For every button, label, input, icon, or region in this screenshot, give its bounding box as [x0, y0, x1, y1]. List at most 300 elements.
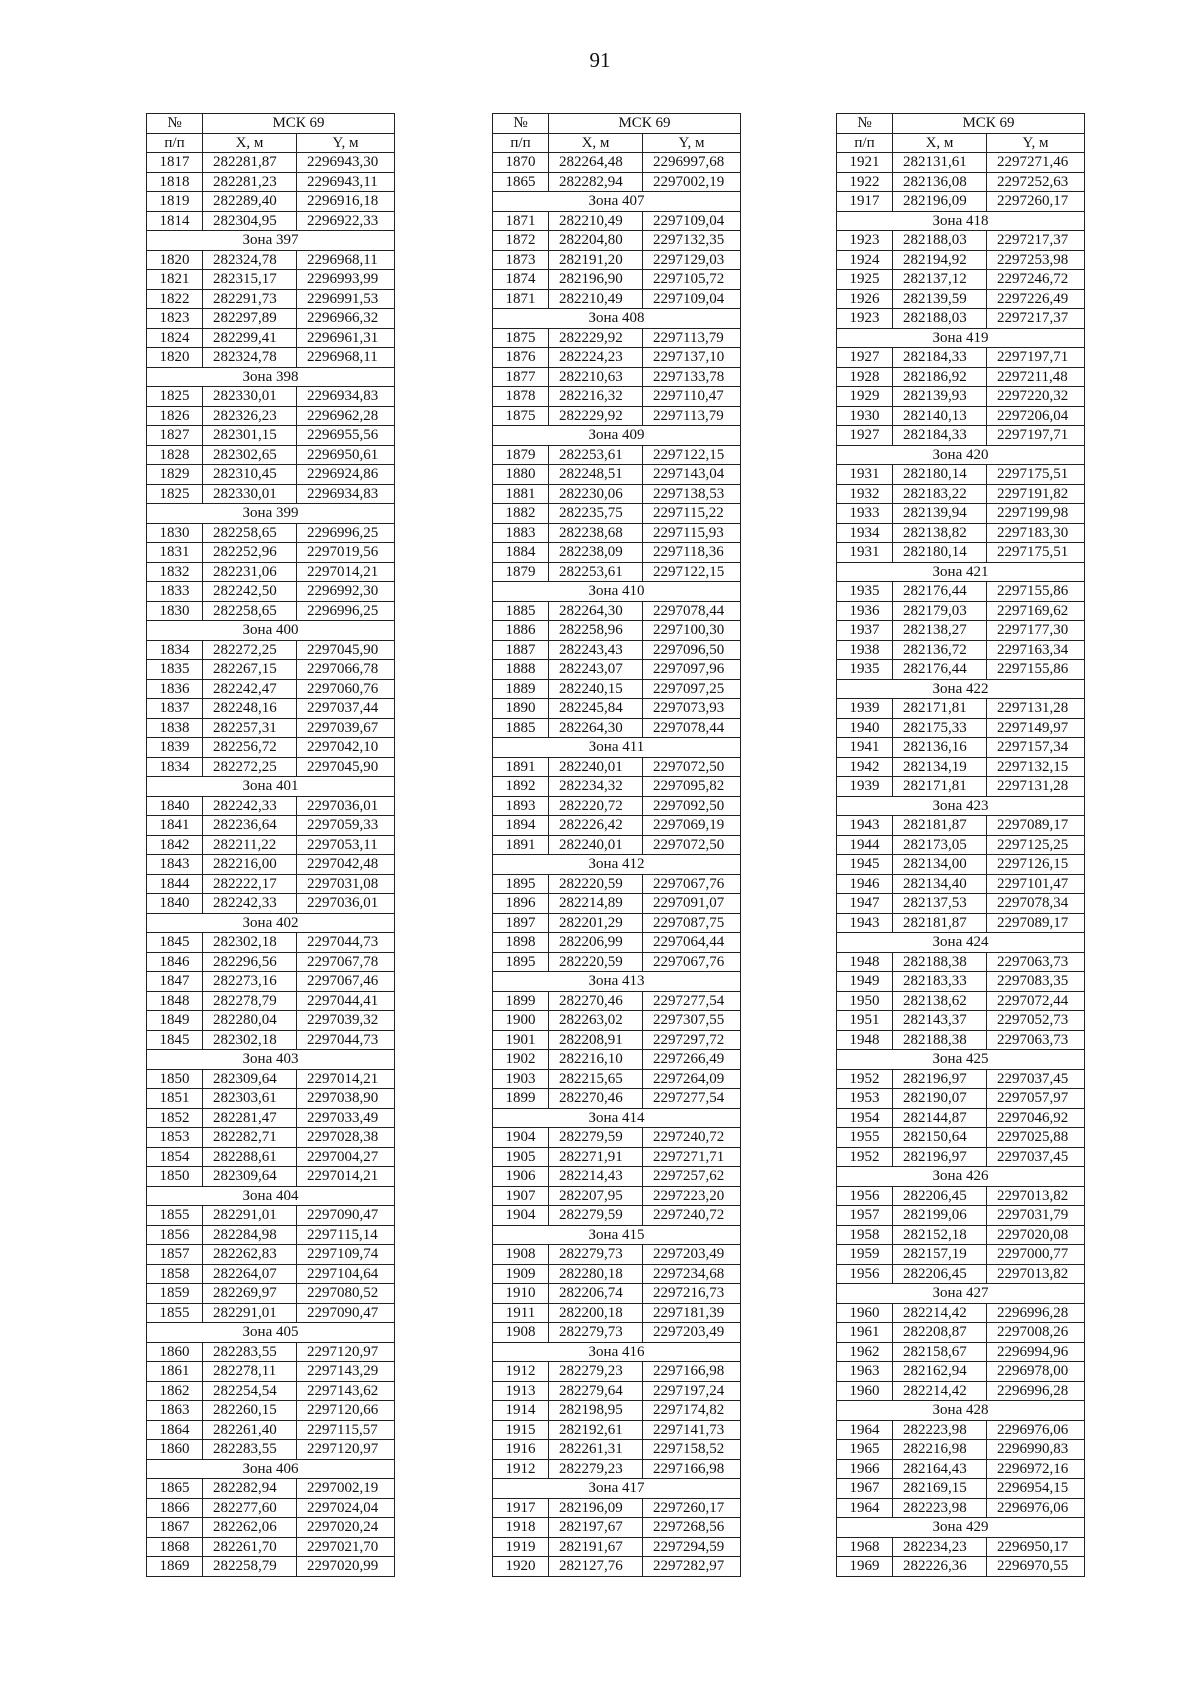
table-row	[147, 153, 395, 173]
point-number: 1940	[837, 718, 893, 738]
point-number: 1857	[147, 1245, 203, 1265]
x-coordinate: 282281,23	[203, 172, 297, 192]
table-row	[493, 172, 741, 192]
x-coordinate: 282297,89	[203, 309, 297, 329]
table-row	[493, 1011, 741, 1031]
x-coordinate: 282242,33	[203, 796, 297, 816]
y-coordinate: 2296968,11	[297, 348, 395, 368]
point-number: 1943	[837, 913, 893, 933]
x-coordinate: 282210,49	[549, 211, 643, 231]
table-row	[837, 640, 1085, 660]
point-number: 1827	[147, 426, 203, 446]
x-coordinate: 282214,89	[549, 894, 643, 914]
y-coordinate: 2297091,07	[643, 894, 741, 914]
y-coordinate: 2297169,62	[987, 601, 1085, 621]
y-coordinate: 2297174,82	[643, 1401, 741, 1421]
y-coordinate: 2297037,45	[987, 1069, 1085, 1089]
y-coordinate: 2297014,21	[297, 562, 395, 582]
point-number: 1912	[493, 1459, 549, 1479]
x-coordinate: 282283,55	[203, 1342, 297, 1362]
y-coordinate: 2297217,37	[987, 309, 1085, 329]
y-coordinate: 2296996,28	[987, 1381, 1085, 1401]
table-row	[493, 1498, 741, 1518]
point-number: 1904	[493, 1206, 549, 1226]
x-coordinate: 282279,59	[549, 1128, 643, 1148]
table-row	[493, 289, 741, 309]
y-coordinate: 2297002,19	[643, 172, 741, 192]
y-coordinate: 2297271,46	[987, 153, 1085, 173]
x-coordinate: 282191,67	[549, 1537, 643, 1557]
table-row	[837, 1011, 1085, 1031]
x-coordinate: 282258,65	[203, 601, 297, 621]
point-number: 1953	[837, 1089, 893, 1109]
x-coordinate: 282280,04	[203, 1011, 297, 1031]
y-coordinate: 2296922,33	[297, 211, 395, 231]
y-header: Y, м	[987, 133, 1085, 153]
zone-row	[837, 1167, 1085, 1187]
table-row	[493, 328, 741, 348]
y-coordinate: 2296990,83	[987, 1440, 1085, 1460]
y-coordinate: 2297105,72	[643, 270, 741, 290]
point-number: 1923	[837, 309, 893, 329]
point-number: 1845	[147, 933, 203, 953]
table-row	[837, 894, 1085, 914]
y-coordinate: 2297216,73	[643, 1284, 741, 1304]
y-coordinate: 2297129,03	[643, 250, 741, 270]
table-row	[147, 1284, 395, 1304]
point-number: 1916	[493, 1440, 549, 1460]
table-row	[837, 1089, 1085, 1109]
table-row	[837, 426, 1085, 446]
y-coordinate: 2297090,47	[297, 1303, 395, 1323]
x-coordinate: 282216,00	[203, 855, 297, 875]
y-coordinate: 2297240,72	[643, 1206, 741, 1226]
x-coordinate: 282256,72	[203, 738, 297, 758]
point-number: 1920	[493, 1557, 549, 1577]
x-coordinate: 282238,68	[549, 523, 643, 543]
point-number: 1854	[147, 1147, 203, 1167]
x-coordinate: 282220,59	[549, 874, 643, 894]
table-row	[147, 894, 395, 914]
table-row	[147, 348, 395, 368]
x-coordinate: 282261,70	[203, 1537, 297, 1557]
point-number: 1856	[147, 1225, 203, 1245]
x-coordinate: 282269,97	[203, 1284, 297, 1304]
y-coordinate: 2296961,31	[297, 328, 395, 348]
x-coordinate: 282324,78	[203, 348, 297, 368]
x-coordinate: 282196,90	[549, 270, 643, 290]
number-header-sub: п/п	[493, 133, 549, 153]
x-coordinate: 282309,64	[203, 1167, 297, 1187]
y-coordinate: 2297271,71	[643, 1147, 741, 1167]
y-coordinate: 2297000,77	[987, 1245, 1085, 1265]
y-coordinate: 2296996,25	[297, 601, 395, 621]
x-coordinate: 282206,45	[893, 1264, 987, 1284]
y-coordinate: 2297268,56	[643, 1518, 741, 1538]
x-coordinate: 282226,36	[893, 1557, 987, 1577]
x-coordinate: 282214,42	[893, 1381, 987, 1401]
x-coordinate: 282176,44	[893, 660, 987, 680]
table-row	[493, 1050, 741, 1070]
point-number: 1902	[493, 1050, 549, 1070]
y-coordinate: 2297039,67	[297, 718, 395, 738]
x-coordinate: 282198,95	[549, 1401, 643, 1421]
point-number: 1927	[837, 426, 893, 446]
x-coordinate: 282180,14	[893, 465, 987, 485]
table-row	[147, 640, 395, 660]
point-number: 1876	[493, 348, 549, 368]
table-row	[837, 348, 1085, 368]
point-number: 1822	[147, 289, 203, 309]
point-number: 1943	[837, 816, 893, 836]
table-row	[493, 211, 741, 231]
y-coordinate: 2297260,17	[987, 192, 1085, 212]
point-number: 1850	[147, 1167, 203, 1187]
y-coordinate: 2297143,29	[297, 1362, 395, 1382]
table-row	[493, 699, 741, 719]
table-row	[147, 484, 395, 504]
point-number: 1931	[837, 543, 893, 563]
table-row	[147, 699, 395, 719]
x-coordinate: 282303,61	[203, 1089, 297, 1109]
table-row	[147, 1264, 395, 1284]
y-coordinate: 2296996,28	[987, 1303, 1085, 1323]
y-coordinate: 2296970,55	[987, 1557, 1085, 1577]
zone-row	[147, 504, 395, 524]
y-coordinate: 2297138,53	[643, 484, 741, 504]
y-coordinate: 2297039,32	[297, 1011, 395, 1031]
x-coordinate: 282238,09	[549, 543, 643, 563]
point-number: 1826	[147, 406, 203, 426]
x-coordinate: 282245,84	[549, 699, 643, 719]
table-row	[837, 972, 1085, 992]
zone-row	[837, 562, 1085, 582]
zone-row	[837, 328, 1085, 348]
y-coordinate: 2297019,56	[297, 543, 395, 563]
y-coordinate: 2297063,73	[987, 952, 1085, 972]
y-coordinate: 2297191,82	[987, 484, 1085, 504]
y-coordinate: 2297203,49	[643, 1323, 741, 1343]
table-row	[837, 465, 1085, 485]
table-row	[837, 1362, 1085, 1382]
y-coordinate: 2297199,98	[987, 504, 1085, 524]
point-number: 1855	[147, 1303, 203, 1323]
x-coordinate: 282131,61	[893, 153, 987, 173]
table-row	[837, 1264, 1085, 1284]
zone-label: Зона 416	[493, 1342, 741, 1362]
table-row	[147, 1362, 395, 1382]
x-coordinate: 282253,61	[549, 445, 643, 465]
y-coordinate: 2297297,72	[643, 1030, 741, 1050]
y-coordinate: 2297141,73	[643, 1420, 741, 1440]
header-row	[147, 133, 395, 153]
zone-row	[493, 738, 741, 758]
table-row	[147, 172, 395, 192]
y-coordinate: 2297013,82	[987, 1264, 1085, 1284]
x-coordinate: 282261,31	[549, 1440, 643, 1460]
table-row	[493, 562, 741, 582]
x-coordinate: 282215,65	[549, 1069, 643, 1089]
zone-label: Зона 426	[837, 1167, 1085, 1187]
point-number: 1942	[837, 757, 893, 777]
y-coordinate: 2296950,17	[987, 1537, 1085, 1557]
x-coordinate: 282188,03	[893, 309, 987, 329]
y-coordinate: 2297036,01	[297, 894, 395, 914]
x-coordinate: 282273,16	[203, 972, 297, 992]
table-row	[493, 1557, 741, 1577]
point-number: 1841	[147, 816, 203, 836]
y-coordinate: 2297067,46	[297, 972, 395, 992]
x-coordinate: 282226,42	[549, 816, 643, 836]
x-coordinate: 282190,07	[893, 1089, 987, 1109]
x-coordinate: 282144,87	[893, 1108, 987, 1128]
y-coordinate: 2297078,44	[643, 718, 741, 738]
x-coordinate: 282194,92	[893, 250, 987, 270]
x-coordinate: 282258,65	[203, 523, 297, 543]
y-coordinate: 2297131,28	[987, 777, 1085, 797]
table-row	[147, 1440, 395, 1460]
x-coordinate: 282235,75	[549, 504, 643, 524]
table-row	[493, 1440, 741, 1460]
point-number: 1893	[493, 796, 549, 816]
table-row	[837, 309, 1085, 329]
point-number: 1860	[147, 1342, 203, 1362]
table-row	[147, 933, 395, 953]
point-number: 1817	[147, 153, 203, 173]
table-row	[837, 1537, 1085, 1557]
x-coordinate: 282234,23	[893, 1537, 987, 1557]
y-coordinate: 2297197,71	[987, 426, 1085, 446]
x-coordinate: 282134,40	[893, 874, 987, 894]
point-number: 1968	[837, 1537, 893, 1557]
y-coordinate: 2296976,06	[987, 1498, 1085, 1518]
x-coordinate: 282257,31	[203, 718, 297, 738]
table-row	[147, 1381, 395, 1401]
table-row	[837, 1147, 1085, 1167]
x-coordinate: 282158,67	[893, 1342, 987, 1362]
y-coordinate: 2297240,72	[643, 1128, 741, 1148]
y-coordinate: 2297113,79	[643, 328, 741, 348]
y-coordinate: 2297226,49	[987, 289, 1085, 309]
y-coordinate: 2297157,34	[987, 738, 1085, 758]
x-header: X, м	[549, 133, 643, 153]
table-row	[837, 270, 1085, 290]
x-coordinate: 282216,10	[549, 1050, 643, 1070]
y-coordinate: 2296996,25	[297, 523, 395, 543]
table-row	[493, 1362, 741, 1382]
point-number: 1928	[837, 367, 893, 387]
table-row	[837, 504, 1085, 524]
x-coordinate: 282326,23	[203, 406, 297, 426]
table-row	[147, 445, 395, 465]
x-coordinate: 282236,64	[203, 816, 297, 836]
y-coordinate: 2297078,34	[987, 894, 1085, 914]
zone-label: Зона 401	[147, 777, 395, 797]
table-row	[147, 1245, 395, 1265]
x-coordinate: 282271,91	[549, 1147, 643, 1167]
x-coordinate: 282181,87	[893, 913, 987, 933]
zone-row	[493, 192, 741, 212]
zone-row	[493, 1479, 741, 1499]
point-number: 1859	[147, 1284, 203, 1304]
table-row	[837, 406, 1085, 426]
table-row	[147, 738, 395, 758]
table-row	[147, 465, 395, 485]
coordinate-system-header: МСК 69	[203, 114, 395, 134]
table-row	[147, 406, 395, 426]
table-row	[837, 913, 1085, 933]
x-coordinate: 282310,45	[203, 465, 297, 485]
point-number: 1935	[837, 660, 893, 680]
y-coordinate: 2297126,15	[987, 855, 1085, 875]
number-header: №	[147, 114, 203, 134]
zone-label: Зона 417	[493, 1479, 741, 1499]
x-coordinate: 282279,23	[549, 1362, 643, 1382]
table-row	[493, 465, 741, 485]
x-coordinate: 282279,73	[549, 1323, 643, 1343]
point-number: 1878	[493, 387, 549, 407]
number-header: №	[837, 114, 893, 134]
zone-row	[493, 1342, 741, 1362]
x-coordinate: 282283,55	[203, 1440, 297, 1460]
table-row	[837, 543, 1085, 563]
point-number: 1900	[493, 1011, 549, 1031]
table-row	[837, 1440, 1085, 1460]
table-row	[147, 1167, 395, 1187]
y-coordinate: 2297118,36	[643, 543, 741, 563]
point-number: 1818	[147, 172, 203, 192]
table-row	[493, 1401, 741, 1421]
x-coordinate: 282216,32	[549, 387, 643, 407]
point-number: 1819	[147, 192, 203, 212]
zone-row	[493, 426, 741, 446]
point-number: 1846	[147, 952, 203, 972]
table-row	[493, 504, 741, 524]
table-row	[837, 1186, 1085, 1206]
table-row	[493, 718, 741, 738]
coords-table	[836, 113, 1085, 1577]
y-coordinate: 2297197,71	[987, 348, 1085, 368]
point-number: 1955	[837, 1128, 893, 1148]
zone-row	[147, 367, 395, 387]
table-row	[147, 874, 395, 894]
point-number: 1887	[493, 640, 549, 660]
point-number: 1879	[493, 445, 549, 465]
table-row	[837, 621, 1085, 641]
coords-table-col-1	[146, 113, 395, 1577]
x-coordinate: 282139,94	[893, 504, 987, 524]
y-coordinate: 2297115,22	[643, 504, 741, 524]
zone-label: Зона 404	[147, 1186, 395, 1206]
table-row	[147, 1030, 395, 1050]
x-coordinate: 282134,00	[893, 855, 987, 875]
point-number: 1938	[837, 640, 893, 660]
y-coordinate: 2297211,48	[987, 367, 1085, 387]
y-coordinate: 2297037,45	[987, 1147, 1085, 1167]
x-coordinate: 282204,80	[549, 231, 643, 251]
point-number: 1858	[147, 1264, 203, 1284]
table-row	[147, 1147, 395, 1167]
table-row	[493, 1030, 741, 1050]
y-coordinate: 2296934,83	[297, 387, 395, 407]
table-row	[837, 1323, 1085, 1343]
y-coordinate: 2296997,68	[643, 153, 741, 173]
point-number: 1903	[493, 1069, 549, 1089]
x-coordinate: 282136,72	[893, 640, 987, 660]
table-row	[147, 1011, 395, 1031]
table-row	[147, 1069, 395, 1089]
x-coordinate: 282136,16	[893, 738, 987, 758]
y-coordinate: 2297087,75	[643, 913, 741, 933]
point-number: 1872	[493, 231, 549, 251]
y-coordinate: 2296993,99	[297, 270, 395, 290]
x-coordinate: 282171,81	[893, 699, 987, 719]
point-number: 1965	[837, 1440, 893, 1460]
x-coordinate: 282234,32	[549, 777, 643, 797]
table-row	[493, 933, 741, 953]
point-number: 1899	[493, 1089, 549, 1109]
y-coordinate: 2297264,09	[643, 1069, 741, 1089]
x-coordinate: 282280,18	[549, 1264, 643, 1284]
x-coordinate: 282262,06	[203, 1518, 297, 1538]
table-row	[147, 562, 395, 582]
table-row	[493, 796, 741, 816]
point-number: 1832	[147, 562, 203, 582]
table-row	[837, 1245, 1085, 1265]
table-row	[837, 523, 1085, 543]
y-coordinate: 2297046,92	[987, 1108, 1085, 1128]
x-coordinate: 282216,98	[893, 1440, 987, 1460]
x-header: X, м	[893, 133, 987, 153]
point-number: 1935	[837, 582, 893, 602]
x-coordinate: 282253,61	[549, 562, 643, 582]
table-row	[147, 1537, 395, 1557]
y-coordinate: 2297277,54	[643, 991, 741, 1011]
zone-label: Зона 402	[147, 913, 395, 933]
y-header: Y, м	[643, 133, 741, 153]
x-coordinate: 282150,64	[893, 1128, 987, 1148]
point-number: 1852	[147, 1108, 203, 1128]
point-number: 1837	[147, 699, 203, 719]
point-number: 1936	[837, 601, 893, 621]
point-number: 1884	[493, 543, 549, 563]
x-coordinate: 282252,96	[203, 543, 297, 563]
point-number: 1924	[837, 250, 893, 270]
y-coordinate: 2297042,10	[297, 738, 395, 758]
x-coordinate: 282248,16	[203, 699, 297, 719]
point-number: 1969	[837, 1557, 893, 1577]
x-coordinate: 282242,33	[203, 894, 297, 914]
x-coordinate: 282210,49	[549, 289, 643, 309]
number-header-sub: п/п	[837, 133, 893, 153]
point-number: 1871	[493, 289, 549, 309]
zone-row	[147, 1323, 395, 1343]
x-coordinate: 282200,18	[549, 1303, 643, 1323]
coords-table	[492, 113, 741, 1577]
y-coordinate: 2297064,44	[643, 933, 741, 953]
y-coordinate: 2297175,51	[987, 543, 1085, 563]
x-coordinate: 282197,67	[549, 1518, 643, 1538]
zone-label: Зона 411	[493, 738, 741, 758]
table-row	[147, 211, 395, 231]
table-row	[493, 250, 741, 270]
x-coordinate: 282173,05	[893, 835, 987, 855]
table-row	[493, 777, 741, 797]
zone-row	[837, 796, 1085, 816]
table-row	[147, 289, 395, 309]
coordinate-system-header: МСК 69	[893, 114, 1085, 134]
table-row	[147, 757, 395, 777]
